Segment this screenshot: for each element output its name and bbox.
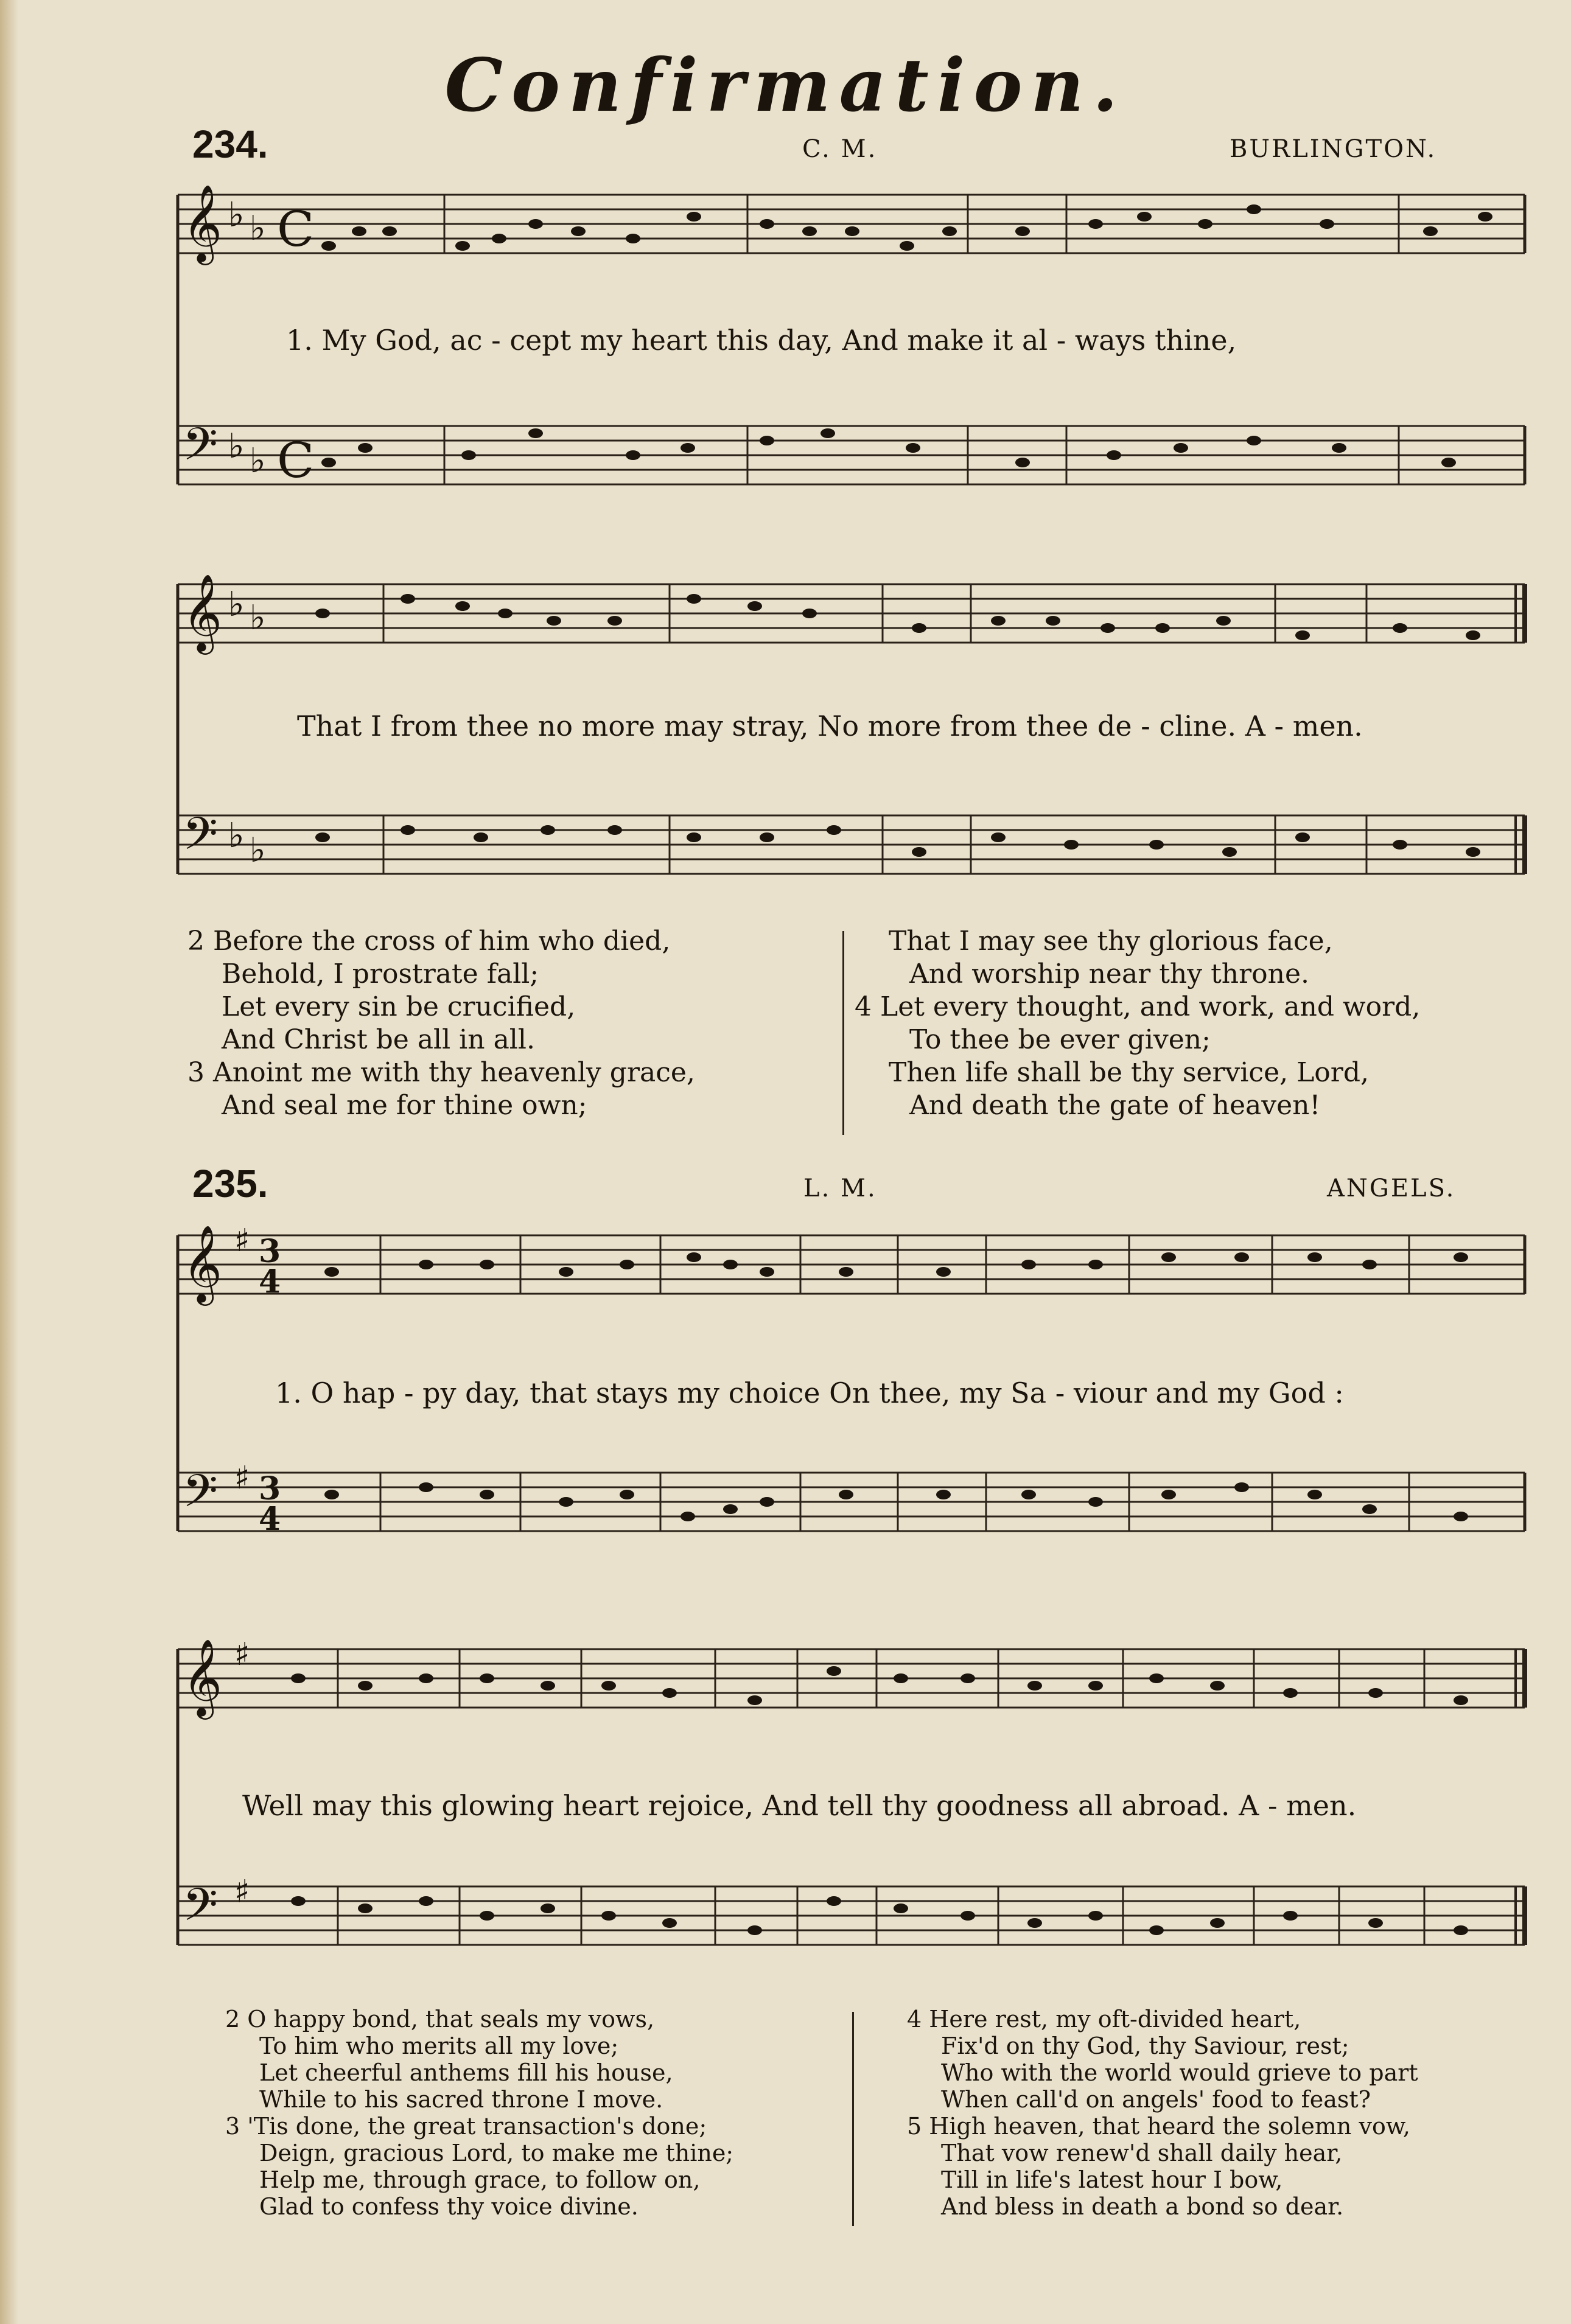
verse-line: 2 O happy bond, that seals my vows,: [225, 2006, 655, 2033]
hymn-235-meter: L. M.: [803, 1174, 877, 1202]
verse-line: When call'd on angels' food to feast?: [941, 2086, 1371, 2113]
hymn-234-verses-right: [855, 925, 1420, 1122]
svg-text:𝄢: 𝄢: [183, 808, 218, 871]
hymn-235-verses-left: [225, 2006, 733, 2220]
verse-line: To him who merits all my love;: [259, 2033, 619, 2059]
svg-text:♭: ♭: [228, 195, 245, 235]
verse-line: Then life shall be thy service, Lord,: [889, 1057, 1369, 1088]
svg-text:♭: ♭: [250, 209, 266, 248]
hymn-235-verses-right: [907, 2006, 1418, 2220]
verse-line: And death the gate of heaven!: [909, 1090, 1321, 1121]
verse-line: Behold, I prostrate fall;: [222, 958, 539, 989]
verse-line: 4 Let every thought, and work, and word,: [855, 991, 1421, 1022]
svg-text:𝄞: 𝄞: [183, 184, 223, 262]
page-title: Confirmation.: [444, 43, 1127, 128]
verse-line: 3 'Tis done, the great transaction's done;: [225, 2113, 707, 2140]
verse-line: Deign, gracious Lord, to make me thine;: [259, 2140, 734, 2166]
svg-text:♯: ♯: [234, 1460, 250, 1496]
verse-divider: [842, 931, 844, 1135]
verse-line: And seal me for thine own;: [222, 1090, 587, 1121]
svg-text:C: C: [277, 201, 315, 257]
svg-text:𝄢: 𝄢: [183, 1879, 218, 1942]
svg-text:3: 3: [259, 1470, 281, 1507]
svg-text:♭: ♭: [228, 427, 245, 466]
verse-line: 2 Before the cross of him who died,: [187, 926, 671, 957]
verse-line: And bless in death a bond so dear.: [941, 2193, 1344, 2220]
verse-divider: [852, 2012, 854, 2226]
verse-line: Glad to confess thy voice divine.: [259, 2193, 639, 2220]
svg-text:𝄢: 𝄢: [183, 418, 218, 482]
svg-text:♭: ♭: [228, 816, 245, 856]
svg-text:4: 4: [259, 1501, 281, 1538]
hymn-235-system-1: [0, 1223, 1571, 1600]
verse-line: Fix'd on thy God, thy Saviour, rest;: [941, 2033, 1349, 2059]
verse-line: That vow renew'd shall daily hear,: [941, 2140, 1343, 2166]
svg-text:4: 4: [259, 1263, 281, 1300]
svg-text:♯: ♯: [234, 1223, 250, 1259]
svg-text:♭: ♭: [250, 441, 266, 481]
verse-line: Till in life's latest hour I bow,: [941, 2166, 1283, 2193]
verse-line: And worship near thy throne.: [909, 958, 1309, 989]
svg-text:♭: ♭: [228, 585, 245, 624]
hymn-234-meter: C. M.: [802, 135, 878, 163]
svg-text:3: 3: [259, 1233, 281, 1270]
verse-line: To thee be ever given;: [909, 1024, 1211, 1055]
hymn-234-lyric-line-1: 1. My God, ac - cept my heart this day, And make it al - ways thine,: [286, 324, 1237, 357]
svg-text:𝄞: 𝄞: [183, 1638, 223, 1716]
hymn-235-tune: ANGELS.: [1327, 1174, 1456, 1202]
hymn-234-verses-left: [187, 925, 695, 1122]
hymn-234-lyric-line-2: That I from thee no more may stray, No more from thee de - cline. A - men.: [297, 710, 1363, 742]
verse-line: Let every sin be crucified,: [222, 991, 576, 1022]
hymn-235-lyric-line-2: Well may this glowing heart rejoice, And tell thy goodness all abroad. A - men.: [242, 1789, 1357, 1822]
svg-text:C: C: [277, 432, 315, 489]
svg-text:𝄞: 𝄞: [183, 1224, 223, 1302]
hymn-234-tune: BURLINGTON.: [1230, 135, 1437, 163]
verse-line: 5 High heaven, that heard the solemn vow,: [907, 2113, 1410, 2140]
hymn-235-lyric-line-1: 1. O hap - py day, that stays my choice On thee, my Sa - viour and my God :: [275, 1377, 1344, 1409]
verse-line: And Christ be all in all.: [222, 1024, 535, 1055]
svg-text:♯: ♯: [234, 1636, 250, 1673]
svg-text:𝄞: 𝄞: [183, 573, 223, 651]
hymn-234-number: 234.: [192, 122, 268, 166]
verse-line: While to his sacred throne I move.: [259, 2086, 663, 2113]
verse-line: 3 Anoint me with thy heavenly grace,: [187, 1057, 695, 1088]
hymn-235-number: 235.: [192, 1162, 268, 1206]
svg-text:♭: ♭: [250, 598, 266, 638]
svg-text:♯: ♯: [234, 1874, 250, 1910]
svg-text:𝄢: 𝄢: [183, 1465, 218, 1529]
verse-line: Who with the world would grieve to part: [941, 2059, 1418, 2086]
svg-text:♭: ♭: [250, 831, 266, 870]
verse-line: Let cheerful anthems fill his house,: [259, 2059, 673, 2086]
verse-line: Help me, through grace, to follow on,: [259, 2166, 701, 2193]
verse-line: 4 Here rest, my oft-divided heart,: [907, 2006, 1301, 2033]
verse-line: That I may see thy glorious face,: [889, 926, 1333, 957]
